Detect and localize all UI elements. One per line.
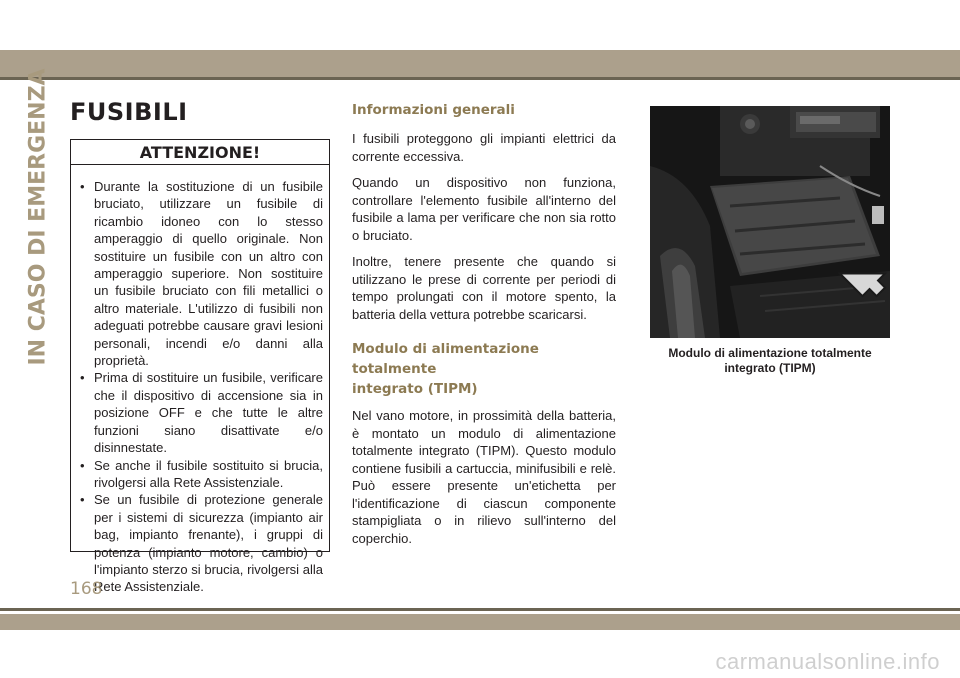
header-rule [0,77,960,80]
engine-bay-illustration [650,106,890,338]
general-paragraph: I fusibili proteggono gli impianti elettrici da corrente eccessiva. [352,131,616,164]
page-number: 168 [70,579,103,599]
section-side-tab [24,68,54,366]
text-column [352,100,616,547]
general-paragraph: Inoltre, tenere presente che quando si utilizzano le prese di corrente per periodi di tempo prolungati con il motore spento, la batteria della vettura potrebbe scaricarsi. [352,254,616,322]
tipm-heading [352,339,616,399]
footer-rule [0,608,960,611]
warning-item: • Durante la sostituzione di un fusibile bruciato, utilizzare un fusibile di ricambio idoneo con lo stesso amperaggio di quello originale. Non sostituire un fusibile con un altro con amperaggio superiore. Non sostituire un fusibile bruciato con fili metallici o altro materiale. L'utilizzo di fusibili non adeguati potrebbe causare gravi lesioni personali, incendi e/o danni alla proprietà. [79,178,323,369]
caption-line1: Modulo di alimentazione totalmente [668,346,872,360]
watermark-text: carmanualsonline.info [715,649,940,674]
warning-item: • Prima di sostituire un fusibile, verificare che il dispositivo di accensione sia in posizione OFF e che tutte le altre funzioni siano disattivate e/o disinnestate. [79,369,323,456]
warning-item: • Se anche il fusibile sostituito si brucia, rivolgersi alla Rete Assistenziale. [79,457,323,492]
general-paragraph: Quando un dispositivo non funziona, controllare l'elemento fusibile all'interno del fusibile a lama per verificare che non sia rotto o bruciato. [352,175,616,243]
tipm-photo [650,106,890,338]
footer-band [0,614,960,630]
tipm-heading-line2: integrato (TIPM) [352,381,478,397]
warning-heading: ATTENZIONE! [71,140,329,165]
warning-item: • Se un fusibile di protezione generale per i sistemi di sicurezza (impianto air bag, impianto frenante), i gruppi di potenza (impianto motore, cambio) o l'impianto sterzo si brucia, rivolgersi alla Rete Assistenziale. [79,491,323,595]
figure-caption [650,346,890,376]
tipm-heading-line1: Modulo di alimentazione totalmente [352,341,539,377]
general-heading: Informazioni generali [352,102,515,118]
header-band [0,50,960,77]
caption-line2: integrato (TIPM) [724,361,816,375]
tipm-paragraph: Nel vano motore, in prossimità della batteria, è montato un modulo di alimentazione totalmente integrato (TIPM). Questo modulo contiene fusibili a cartuccia, minifusibili e relè. Può essere presente un'etichetta per l'identificazione di ciascun componente stampigliata o in rilievo sull'interno del coperchio. [352,408,616,546]
page-title: FUSIBILI [70,98,188,126]
warning-list [71,165,329,596]
side-tab-label: IN CASO DI EMERGENZA [25,68,51,366]
